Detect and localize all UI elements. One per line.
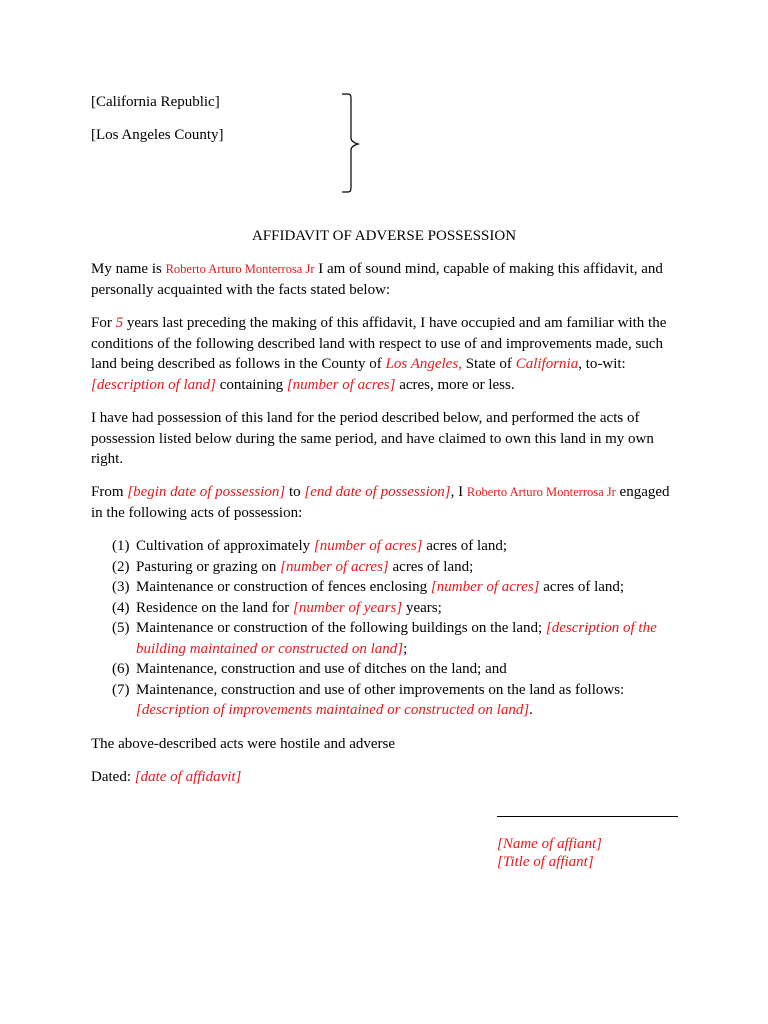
- list-item: (5) Maintenance or construction of the following buildings on the land; [description of the building maintained or constructed on land];: [112, 620, 657, 657]
- county-field: Los Angeles,: [385, 356, 462, 372]
- end-date-field: [end date of possession]: [304, 484, 451, 500]
- list-item: (4) Residence on the land for [number of years] years;: [112, 599, 442, 616]
- affiant-name-placeholder: [Name of affiant]: [497, 836, 603, 852]
- years-field: 5: [115, 315, 124, 331]
- acts-list: [112, 536, 682, 721]
- list-item: (7) Maintenance, construction and use of other improvements on the land as follows: [description of improvements maintained or constructed on land].: [112, 681, 625, 718]
- list-item: (6) Maintenance, construction and use of ditches on the land; and: [112, 661, 507, 677]
- dated-line: Dated: [date of affidavit]: [91, 769, 242, 785]
- list-item: (1) Cultivation of approximately [number of acres] acres of land;: [112, 538, 508, 554]
- caption-county: [Los Angeles County]: [91, 127, 224, 143]
- date-field: [date of affidavit]: [134, 769, 242, 785]
- affiant-name-field: Roberto Arturo Monterrosa Jr: [165, 262, 315, 276]
- state-field: California: [515, 356, 579, 372]
- caption-state: [California Republic]: [91, 94, 220, 110]
- paragraph-identity: My name is Roberto Arturo Monterrosa Jr I am of sound mind, capable of making this affidavit, and personally acquainted with the facts stated below:: [91, 261, 663, 298]
- acres-field: [number of acres]: [286, 376, 396, 393]
- paragraph-possession: I have had possession of this land for the period described below, and performed the acts of possession listed below during the same period, and have claimed to own this land in my own right.: [91, 410, 654, 467]
- list-item: (3) Maintenance or construction of fences enclosing [number of acres] acres of land;: [112, 579, 625, 595]
- list-item: (2) Pasturing or grazing on [number of acres] acres of land;: [112, 558, 474, 575]
- affiant-name-field: Roberto Arturo Monterrosa Jr: [466, 485, 616, 499]
- land-description-field: [description of land]: [91, 376, 217, 393]
- paragraph-period: From [begin date of possession] to [end date of possession], I Roberto Arturo Monterrosa Jr engaged in the following acts of possession:: [91, 484, 670, 521]
- begin-date-field: [begin date of possession]: [127, 484, 286, 500]
- paragraph-occupancy: For 5 years last preceding the making of this affidavit, I have occupied and am familiar with the conditions of the following described land with respect to use of and improvements made, such land being described as follows in the County of Los Angeles, State of California, to-wit: [description of land] containing [number of acres] acres, more or less.: [91, 315, 667, 393]
- signature-line: [497, 816, 678, 817]
- document-title: AFFIDAVIT OF ADVERSE POSSESSION: [251, 228, 517, 244]
- paragraph-hostile: The above-described acts were hostile and adverse: [91, 736, 396, 752]
- affiant-title-placeholder: [Title of affiant]: [497, 854, 594, 870]
- caption-brace: [338, 92, 368, 196]
